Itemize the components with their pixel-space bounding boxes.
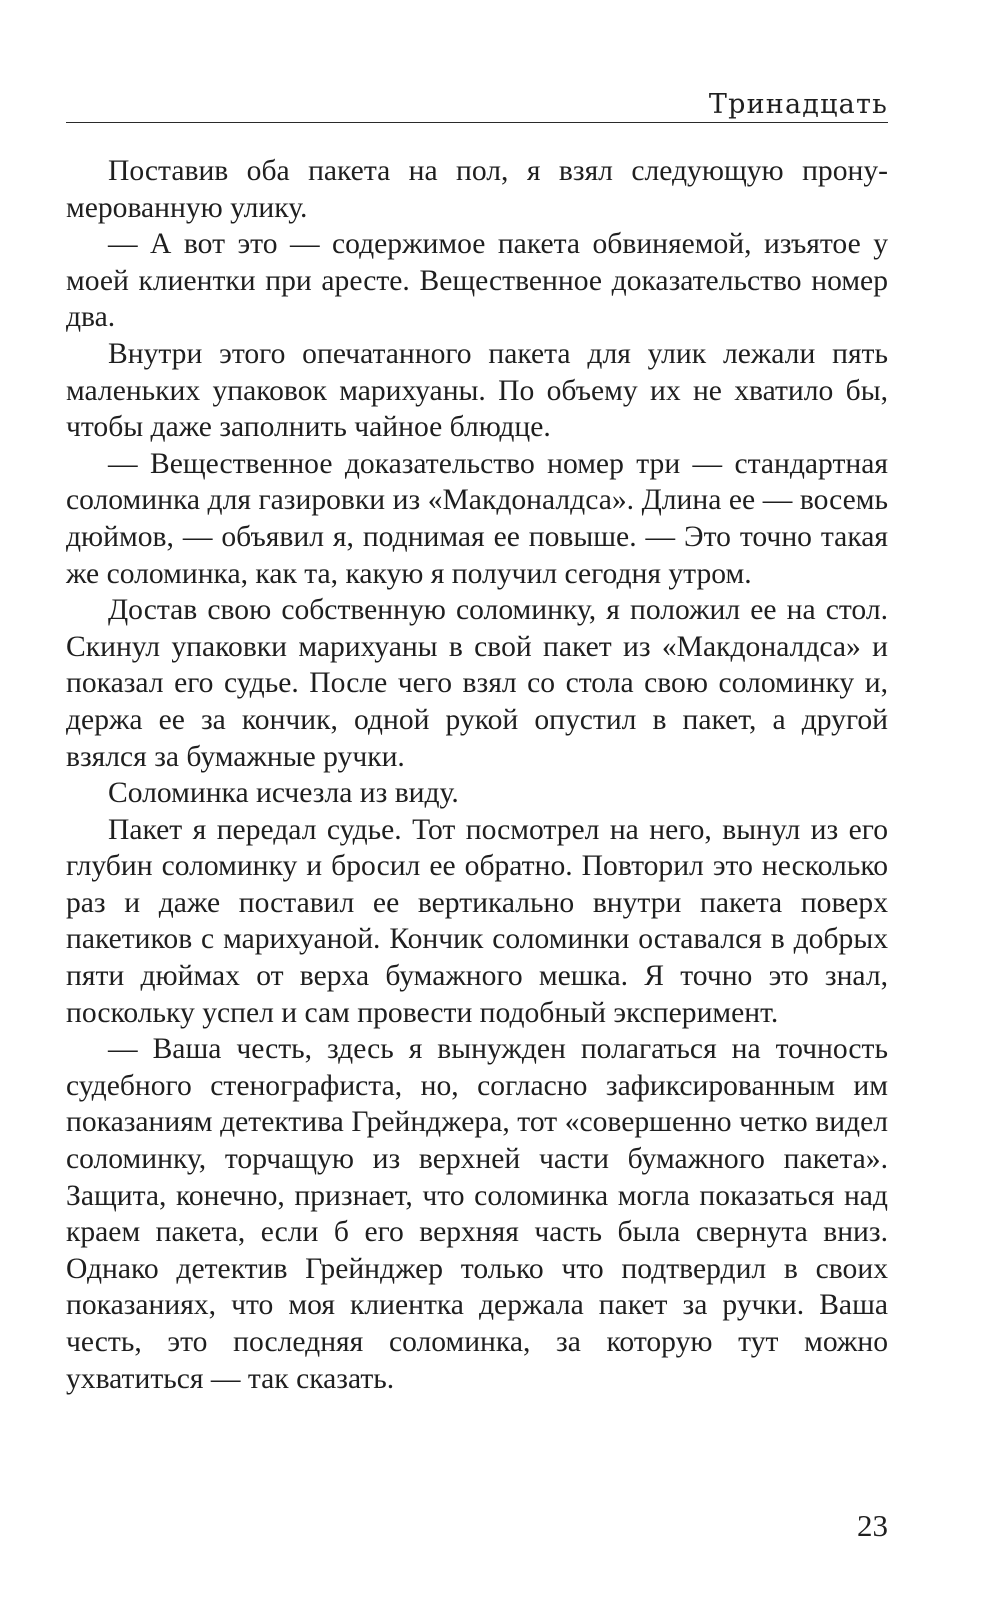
- page-number: 23: [857, 1508, 888, 1543]
- paragraph: — А вот это — содержимое пакета обвиняемой, изъятое у моей клиентки при аресте. Вещественное доказательство номер два.: [66, 228, 888, 334]
- paragraph: Пакет я передал судье. Тот посмотрел на него, вынул из его глубин соломинку и бросил ее обратно. Повторил это несколько раз и даже поставил ее вертикально внутри пакета поверх пакетиков с марихуаной. Кончик соломинки оставался в добрых пяти дюймах от верха бумажного мешка. Я точно это знал, поскольку успел и сам провести подобный эксперимент.: [66, 813, 888, 1029]
- paragraph: Соломинка исчезла из виду.: [108, 777, 459, 810]
- paragraph: — Вещественное доказательство номер три — стандартная соломинка для газировки из «Макдоналдса». Длина ее — восемь дюймов, — объявил я, поднимая ее повыше. — Это точно такая же соломинка, как та, какую я получил сегодня утром.: [66, 447, 888, 590]
- paragraph: Достав свою собственную соломинку, я положил ее на стол. Скинул упаковки марихуаны в свой пакет из «Макдоналдса» и показал его судье. После чего взял со стола свою соломинку и, держа ее за кончик, одной рукой опустил в пакет, а другой взялся за бумажные ручки.: [66, 594, 888, 773]
- paragraph: Внутри этого опечатанного пакета для улик лежали пять маленьких упаковок марихуаны. По объему их не хватило бы, чтобы даже заполнить чайное блюдце.: [66, 337, 888, 444]
- paragraph: Поставив оба пакета на пол, я взял следующую пронумерованную улику.: [66, 155, 888, 224]
- body-text: [66, 153, 888, 1397]
- running-head: [66, 84, 888, 123]
- paragraph: — Ваша честь, здесь я вынужден полагаться на точность судебного стенографиста, но, согласно зафиксированным им показаниям детектива Грейнджера, тот «совершенно четко видел соломинку, торчащую из верхней части бумажного пакета». Защита, конечно, признает, что соломинка могла показаться над краем пакета, если б его верхняя часть была свернута вниз. Однако детектив Грейнджер только что подтвердил в своих показаниях, что моя клиентка держала пакет за ручки. Ваша честь, это последняя соломинка, за которую тут можно ухватиться — так сказать.: [66, 1033, 888, 1395]
- chapter-title: Тринадцать: [708, 89, 888, 120]
